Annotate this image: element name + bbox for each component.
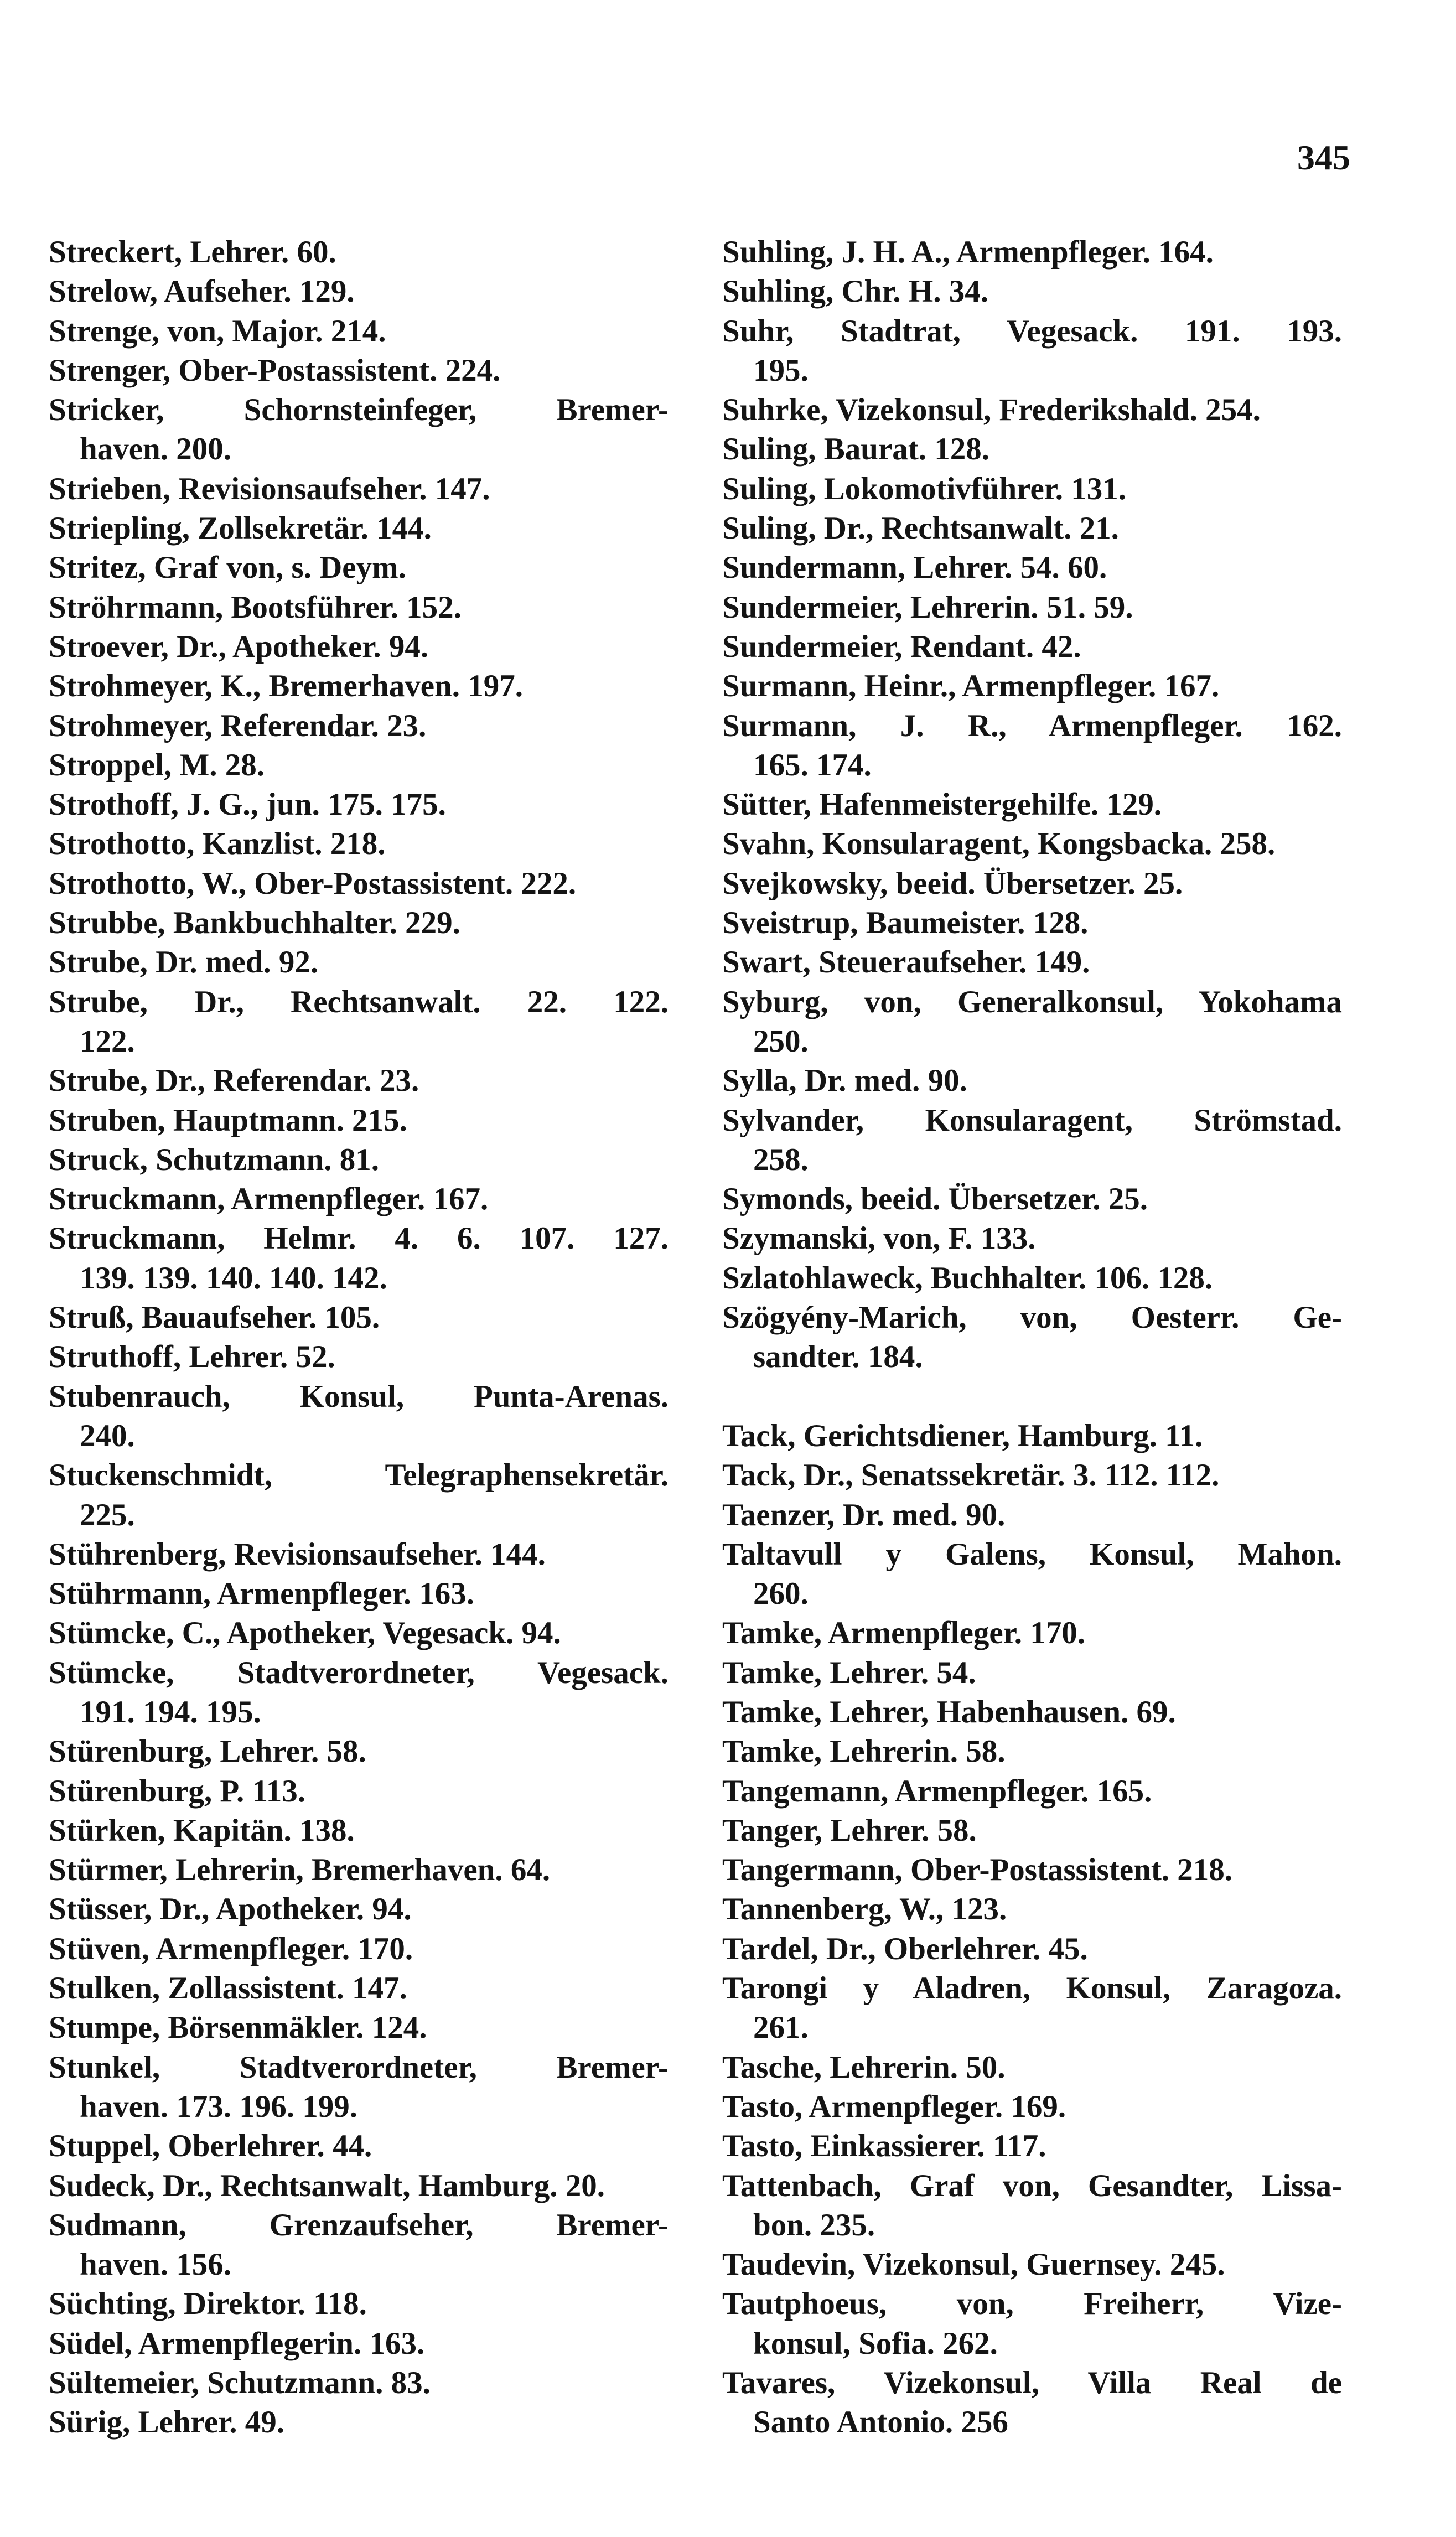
- index-entry: [49, 1653, 669, 1732]
- entry-line: Tannenberg, W., 123.: [722, 1892, 1007, 1927]
- entry-line: Suhr, Stadtrat, Vegesack. 191. 193.: [722, 313, 1342, 349]
- entry-line: Stuckenschmidt, Telegraphensekretär.: [49, 1458, 669, 1493]
- entry-continuation-line: 122.: [80, 1023, 135, 1059]
- entry-line: Tasto, Einkassierer. 117.: [722, 2129, 1046, 2164]
- index-entry: [49, 745, 669, 785]
- entry-line: Sundermeier, Lehrerin. 51. 59.: [722, 589, 1133, 625]
- index-entry: [49, 1219, 669, 1298]
- entry-continuation-line: bon. 235.: [753, 2207, 875, 2243]
- entry-line: Strothotto, Kanzlist. 218.: [49, 826, 386, 862]
- index-entry: [49, 1377, 669, 1456]
- index-entry: [49, 351, 669, 390]
- index-entry: [49, 1179, 669, 1219]
- index-entry: [722, 429, 1342, 469]
- entry-line: Sudeck, Dr., Rechtsanwalt, Hamburg. 20.: [49, 2168, 605, 2203]
- entry-line: Sundermann, Lehrer. 54. 60.: [722, 550, 1107, 586]
- entry-line: Stritez, Graf von, s. Deym.: [49, 550, 406, 586]
- index-entry: [49, 390, 669, 469]
- index-entry: [49, 272, 669, 311]
- index-entry: [49, 1574, 669, 1613]
- index-entry: [722, 706, 1342, 785]
- entry-line: Strenger, Ober-Postassistent. 224.: [49, 353, 501, 388]
- index-entry: [722, 509, 1342, 548]
- index-entry: [722, 1101, 1342, 1180]
- entry-line: Tattenbach, Graf von, Gesandter, Lissa-: [722, 2168, 1342, 2203]
- index-entry: [722, 1456, 1342, 1495]
- entry-line: Tangemann, Armenpfleger. 165.: [722, 1773, 1152, 1809]
- index-entry: [722, 390, 1342, 429]
- index-entry: [49, 588, 669, 627]
- index-entry: [49, 627, 669, 666]
- entry-continuation-line: 258.: [753, 1142, 809, 1177]
- entry-continuation-line: 195.: [753, 353, 809, 388]
- index-entry: [722, 232, 1342, 272]
- entry-continuation-line: 261.: [753, 2010, 809, 2046]
- entry-line: Strothoff, J. G., jun. 175. 175.: [49, 787, 446, 822]
- index-column-left: [49, 232, 669, 2442]
- entry-line: Struben, Hauptmann. 215.: [49, 1102, 407, 1138]
- index-entry: [49, 1298, 669, 1337]
- index-entry: [49, 1772, 669, 1811]
- index-entry: [722, 1850, 1342, 1889]
- index-entry: [49, 706, 669, 745]
- index-entry: [722, 588, 1342, 627]
- index-entry: [722, 2245, 1342, 2284]
- entry-line: Striepling, Zollsekretär. 144.: [49, 511, 432, 546]
- index-entry: [49, 1101, 669, 1140]
- entry-line: Tack, Gerichtsdiener, Hamburg. 11.: [722, 1418, 1203, 1453]
- index-entry: [49, 2324, 669, 2363]
- index-entry: [722, 469, 1342, 509]
- entry-continuation-line: konsul, Sofia. 262.: [753, 2326, 998, 2361]
- entry-line: Stührmann, Armenpfleger. 163.: [49, 1576, 474, 1612]
- index-entry: [49, 2126, 669, 2166]
- index-entry: [49, 2403, 669, 2442]
- entry-line: Sudmann, Grenzaufseher, Bremer-: [49, 2207, 669, 2243]
- index-column-right: [722, 232, 1342, 2442]
- index-entry: [49, 982, 669, 1062]
- index-entry: [49, 1889, 669, 1929]
- entry-continuation-line: 260.: [753, 1576, 809, 1612]
- entry-continuation-line: Santo Antonio. 256: [753, 2405, 1008, 2440]
- entry-line: Strieben, Revisionsaufseher. 147.: [49, 471, 490, 506]
- entry-line: Sültemeier, Schutzmann. 83.: [49, 2365, 431, 2401]
- entry-line: Szlatohlaweck, Buchhalter. 106. 128.: [722, 1260, 1213, 1296]
- index-entry: [722, 2166, 1342, 2245]
- index-entry: [49, 1061, 669, 1100]
- index-entry: [722, 1061, 1342, 1100]
- entry-line: Stümcke, Stadtverordneter, Vegesack.: [49, 1655, 669, 1690]
- index-entry: [722, 272, 1342, 311]
- index-entry: [49, 1732, 669, 1771]
- entry-line: Tanger, Lehrer. 58.: [722, 1813, 977, 1848]
- entry-line: Syburg, von, Generalkonsul, Yokohama: [722, 984, 1342, 1019]
- entry-line: Struckmann, Helmr. 4. 6. 107. 127.: [49, 1221, 669, 1256]
- index-entry: [722, 666, 1342, 706]
- index-entry: [49, 864, 669, 903]
- index-entry: [722, 1535, 1342, 1614]
- entry-line: Strube, Dr., Rechtsanwalt. 22. 122.: [49, 984, 669, 1019]
- entry-continuation-line: 165. 174.: [753, 747, 872, 783]
- entry-line: Struß, Bauaufseher. 105.: [49, 1300, 380, 1335]
- index-entry: [49, 2284, 669, 2323]
- entry-line: Suling, Baurat. 128.: [722, 432, 990, 467]
- entry-line: Suling, Dr., Rechtsanwalt. 21.: [722, 511, 1119, 546]
- index-entry: [49, 509, 669, 548]
- entry-continuation-line: 225.: [80, 1497, 135, 1532]
- index-entry: [49, 1140, 669, 1179]
- entry-line: Stürmer, Lehrerin, Bremerhaven. 64.: [49, 1852, 551, 1888]
- entry-line: Sürig, Lehrer. 49.: [49, 2405, 284, 2440]
- entry-line: Strube, Dr. med. 92.: [49, 945, 319, 980]
- index-entry: [722, 1772, 1342, 1811]
- index-entry: [49, 943, 669, 982]
- index-entry: [722, 1495, 1342, 1535]
- index-entry: [722, 1929, 1342, 1969]
- entry-line: Tamke, Lehrer, Habenhausen. 69.: [722, 1694, 1176, 1730]
- entry-line: Tasto, Armenpfleger. 169.: [722, 2089, 1066, 2124]
- index-entry: [722, 1889, 1342, 1929]
- entry-line: Strube, Dr., Referendar. 23.: [49, 1063, 419, 1099]
- entry-line: Sundermeier, Rendant. 42.: [722, 629, 1081, 664]
- entry-line: Tamke, Armenpfleger. 170.: [722, 1616, 1086, 1651]
- index-entry: [722, 1732, 1342, 1771]
- entry-line: Ströhrmann, Bootsführer. 152.: [49, 589, 462, 625]
- index-entry: [49, 469, 669, 509]
- index-entry: [722, 2284, 1342, 2363]
- index-entry: [722, 312, 1342, 391]
- entry-continuation-line: haven. 173. 196. 199.: [80, 2089, 357, 2124]
- entry-line: Tasche, Lehrerin. 50.: [722, 2049, 1006, 2085]
- entry-line: Suhrke, Vizekonsul, Frederikshald. 254.: [722, 392, 1261, 428]
- entry-line: Süchting, Direktor. 118.: [49, 2286, 367, 2322]
- entry-continuation-line: 240.: [80, 1418, 135, 1453]
- index-entry: [722, 1219, 1342, 1258]
- index-entry: [49, 2048, 669, 2127]
- index-entry: [722, 1969, 1342, 2048]
- entry-line: Taltavull y Galens, Konsul, Mahon.: [722, 1536, 1342, 1572]
- entry-line: Stürenburg, P. 113.: [49, 1773, 306, 1809]
- entry-line: Stricker, Schornsteinfeger, Bremer-: [49, 392, 669, 428]
- entry-continuation-line: sandter. 184.: [753, 1339, 923, 1375]
- index-entry: [722, 824, 1342, 863]
- index-entry: [49, 1535, 669, 1574]
- index-entry: [722, 982, 1342, 1062]
- entry-line: Swart, Steueraufseher. 149.: [722, 945, 1090, 980]
- entry-line: Stürken, Kapitän. 138.: [49, 1813, 355, 1848]
- index-entry: [722, 785, 1342, 824]
- entry-line: Stührenberg, Revisionsaufseher. 144.: [49, 1536, 546, 1572]
- entry-line: Stroppel, M. 28.: [49, 747, 265, 783]
- index-entry: [722, 548, 1342, 587]
- page-number: 345: [1297, 138, 1350, 177]
- index-entry: [49, 1850, 669, 1889]
- index-entry: [49, 785, 669, 824]
- entry-line: Strohmeyer, Referendar. 23.: [49, 708, 427, 743]
- index-entry: [49, 2363, 669, 2403]
- index-entry: [722, 943, 1342, 982]
- index-entry: [49, 1929, 669, 1969]
- index-entry: [722, 1298, 1342, 1377]
- entry-line: Suhling, J. H. A., Armenpfleger. 164.: [722, 235, 1214, 270]
- entry-line: Szögyény-Marich, von, Oesterr. Ge-: [722, 1300, 1342, 1335]
- entry-line: Sylla, Dr. med. 90.: [722, 1063, 967, 1099]
- entry-line: Tamke, Lehrer. 54.: [722, 1655, 976, 1690]
- entry-line: Tavares, Vizekonsul, Villa Real de: [722, 2365, 1342, 2401]
- entry-line: Struck, Schutzmann. 81.: [49, 1142, 379, 1177]
- entry-continuation-line: 191. 194. 195.: [80, 1694, 261, 1730]
- entry-line: Strothotto, W., Ober-Postassistent. 222.: [49, 866, 577, 901]
- index-entry: [722, 1653, 1342, 1692]
- entry-line: Stüven, Armenpfleger. 170.: [49, 1931, 413, 1966]
- index-entry: [722, 1259, 1342, 1298]
- entry-line: Struckmann, Armenpfleger. 167.: [49, 1182, 489, 1217]
- index-entry: [722, 1416, 1342, 1456]
- entry-line: Stubenrauch, Konsul, Punta-Arenas.: [49, 1379, 669, 1414]
- entry-line: Südel, Armenpflegerin. 163.: [49, 2326, 425, 2361]
- entry-line: Svahn, Konsularagent, Kongsbacka. 258.: [722, 826, 1276, 862]
- entry-line: Struthoff, Lehrer. 52.: [49, 1339, 335, 1375]
- entry-continuation-line: haven. 156.: [80, 2247, 231, 2282]
- entry-line: Stüsser, Dr., Apotheker. 94.: [49, 1892, 412, 1927]
- entry-line: Stulken, Zollassistent. 147.: [49, 1971, 407, 2006]
- entry-line: Tarongi y Aladren, Konsul, Zaragoza.: [722, 1971, 1342, 2006]
- index-entry: [722, 2048, 1342, 2087]
- entry-continuation-line: 139. 139. 140. 140. 142.: [80, 1260, 387, 1296]
- index-entry: [49, 2008, 669, 2047]
- letter-section-gap: [722, 1377, 1342, 1416]
- index-entry: [49, 548, 669, 587]
- entry-line: Taenzer, Dr. med. 90.: [722, 1497, 1006, 1532]
- entry-line: Strelow, Aufseher. 129.: [49, 274, 355, 309]
- entry-line: Strenge, von, Major. 214.: [49, 313, 386, 349]
- entry-line: Tack, Dr., Senatssekretär. 3. 112. 112.: [722, 1458, 1220, 1493]
- index-entry: [49, 666, 669, 706]
- index-entry: [722, 2363, 1342, 2442]
- entry-line: Tangermann, Ober-Postassistent. 218.: [722, 1852, 1233, 1888]
- entry-line: Surmann, J. R., Armenpfleger. 162.: [722, 708, 1342, 743]
- index-entry: [722, 1692, 1342, 1732]
- entry-line: Taudevin, Vizekonsul, Guernsey. 245.: [722, 2247, 1225, 2282]
- index-entry: [49, 1969, 669, 2008]
- index-entry: [49, 903, 669, 943]
- entry-line: Suling, Lokomotivführer. 131.: [722, 471, 1127, 506]
- entry-continuation-line: haven. 200.: [80, 432, 231, 467]
- index-entry: [722, 627, 1342, 666]
- index-entry: [49, 2205, 669, 2285]
- entry-line: Sütter, Hafenmeistergehilfe. 129.: [722, 787, 1162, 822]
- index-entry: [49, 1613, 669, 1653]
- index-entry: [49, 312, 669, 351]
- entry-line: Stroever, Dr., Apotheker. 94.: [49, 629, 429, 664]
- index-entry: [722, 864, 1342, 903]
- entry-line: Streckert, Lehrer. 60.: [49, 235, 336, 270]
- index-entry: [49, 1337, 669, 1376]
- entry-line: Strubbe, Bankbuchhalter. 229.: [49, 905, 460, 941]
- entry-line: Stumpe, Börsenmäkler. 124.: [49, 2010, 427, 2046]
- entry-line: Stümcke, C., Apotheker, Vegesack. 94.: [49, 1616, 561, 1651]
- entry-line: Svejkowsky, beeid. Übersetzer. 25.: [722, 866, 1183, 901]
- index-entry: [49, 1811, 669, 1850]
- index-entry: [49, 232, 669, 272]
- entry-line: Stürenburg, Lehrer. 58.: [49, 1734, 366, 1769]
- entry-line: Stunkel, Stadtverordneter, Bremer-: [49, 2049, 669, 2085]
- index-entry: [722, 2126, 1342, 2166]
- entry-line: Strohmeyer, K., Bremerhaven. 197.: [49, 669, 524, 704]
- entry-line: Suhling, Chr. H. 34.: [722, 274, 988, 309]
- index-entry: [49, 1456, 669, 1535]
- index-entry: [49, 2166, 669, 2205]
- entry-line: Tautphoeus, von, Freiherr, Vize-: [722, 2286, 1342, 2322]
- entry-line: Tamke, Lehrerin. 58.: [722, 1734, 1006, 1769]
- entry-line: Szymanski, von, F. 133.: [722, 1221, 1036, 1256]
- entry-line: Tardel, Dr., Oberlehrer. 45.: [722, 1931, 1088, 1966]
- index-entry: [722, 2087, 1342, 2126]
- entry-line: Sylvander, Konsularagent, Strömstad.: [722, 1102, 1342, 1138]
- index-entry: [722, 1179, 1342, 1219]
- index-entry: [722, 1811, 1342, 1850]
- entry-line: Sveistrup, Baumeister. 128.: [722, 905, 1089, 941]
- entry-line: Surmann, Heinr., Armenpfleger. 167.: [722, 669, 1220, 704]
- index-entry: [722, 1613, 1342, 1653]
- entry-line: Symonds, beeid. Übersetzer. 25.: [722, 1182, 1148, 1217]
- index-entry: [49, 824, 669, 863]
- entry-continuation-line: 250.: [753, 1023, 809, 1059]
- index-entry: [722, 903, 1342, 943]
- entry-line: Stuppel, Oberlehrer. 44.: [49, 2129, 372, 2164]
